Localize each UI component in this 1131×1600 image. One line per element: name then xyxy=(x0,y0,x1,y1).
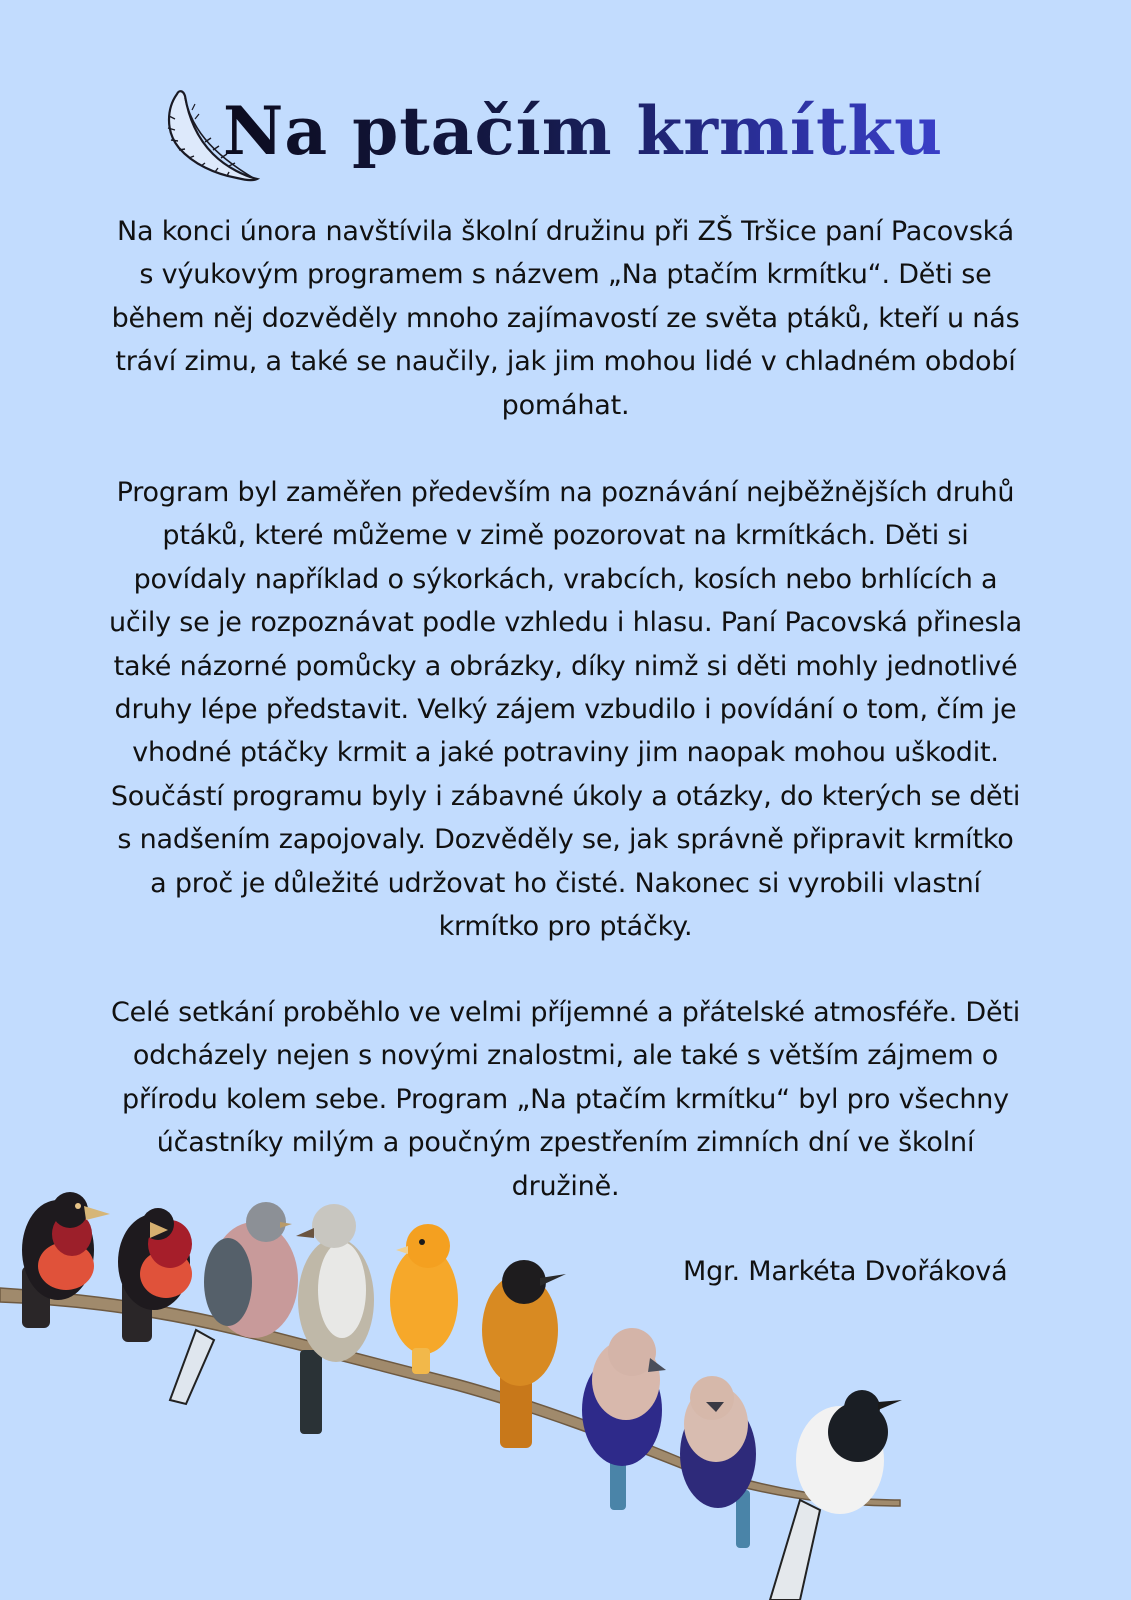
text-line: tráví zimu, a také se naučily, jak jim mohou lidé v chladném období xyxy=(115,346,1016,378)
text-line: vhodné ptáčky krmit a jaké potraviny jim naopak mohou uškodit. xyxy=(132,737,999,769)
bird-roller-2 xyxy=(680,1376,756,1548)
text-line: Součástí programu byly i zábavné úkoly a otázky, do kterých se děti xyxy=(110,780,1021,812)
text-line: Na konci února navštívila školní družinu při ZŠ Tršice paní Pacovská xyxy=(116,216,1014,247)
text-line: krmítko pro ptáčky. xyxy=(438,911,693,943)
author-signature: Mgr. Markéta Dvořáková xyxy=(683,1256,1008,1287)
text-line: s výukovým programem s názvem „Na ptačím krmítku“. Děti se xyxy=(139,259,992,291)
text-line: Program byl zaměřen především na poznávání nejběžnějších druhů xyxy=(116,477,1015,508)
header xyxy=(165,82,944,192)
paragraph-intro xyxy=(40,210,1091,427)
bird-canary xyxy=(390,1224,458,1374)
paragraph-program xyxy=(40,471,1091,948)
bird-roller-1 xyxy=(582,1328,666,1510)
text-line: také názorné pomůcky a obrázky, díky nimž si děti mohly jednotlivé xyxy=(113,650,1018,682)
text-line: pomáhat. xyxy=(501,389,630,421)
text-line: přírodu kolem sebe. Program „Na ptačím krmítku“ byl pro všechny xyxy=(122,1083,1009,1115)
text-line: účastníky milým a poučným zpestřením zimních dní ve školní xyxy=(156,1127,975,1159)
text-line: Celé setkání proběhlo ve velmi příjemné a přátelské atmosféře. Děti xyxy=(110,997,1021,1028)
text-line: učily se je rozpoznávat podle vzhledu i hlasu. Paní Pacovská přinesla xyxy=(108,607,1023,639)
text-line: s nadšením zapojovaly. Dozvěděly se, jak správně připravit krmítko xyxy=(117,824,1014,856)
text-line: povídaly například o sýkorkách, vrabcích, kosích nebo brhlících a xyxy=(133,563,998,595)
birds-on-branch-illustration xyxy=(0,1170,910,1600)
text-line: a proč je důležité udržovat ho čisté. Nakonec si vyrobili vlastní xyxy=(150,867,981,899)
text-line: družině. xyxy=(511,1170,620,1202)
text-line: ptáků, které můžeme v zimě pozorovat na krmítkách. Děti si xyxy=(162,520,969,552)
text-line: druhy lépe představit. Velký zájem vzbudilo i povídání o tom, čím je xyxy=(114,694,1017,726)
page-title: Na ptačím krmítku xyxy=(223,86,943,176)
text-line: odcházely nejen s novými znalostmi, ale také s větším zájmem o xyxy=(132,1040,999,1072)
bird-bulbul xyxy=(296,1204,374,1434)
text-line: během něj dozvěděly mnoho zajímavostí ze světa ptáků, kteří u nás xyxy=(111,302,1020,334)
